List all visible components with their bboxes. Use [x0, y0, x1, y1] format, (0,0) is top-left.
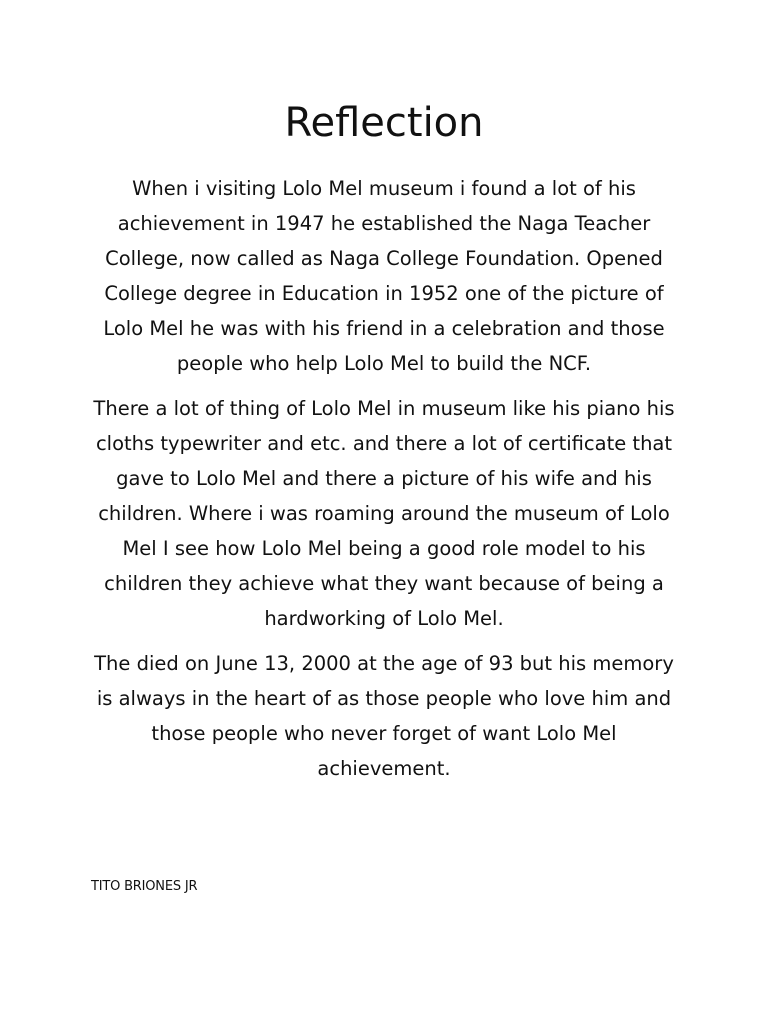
- document-title: Reflection: [284, 100, 484, 146]
- author-name: TITO BRIONES JR: [91, 879, 198, 894]
- paragraph-2: There a lot of thing of Lolo Mel in museum like his piano his cloths typewriter and etc. and there a lot of certificate that gave to Lolo Mel and there a picture of his wife and his children. Where i was roaming around the museum of Lolo Mel I see how Lolo Mel being a good role model to his children they achieve what they want because of being a hardworking of Lolo Mel.: [93, 397, 675, 630]
- paragraph-3: The died on June 13, 2000 at the age of 93 but his memory is always in the heart of as those people who love him and those people who never forget of want Lolo Mel achievement.: [94, 652, 674, 780]
- document-body: [84, 171, 684, 796]
- paragraph-1: When i visiting Lolo Mel museum i found a lot of his achievement in 1947 he established the Naga Teacher College, now called as Naga College Foundation. Opened College degree in Education in 1952 one of the picture of Lolo Mel he was with his friend in a celebration and those people who help Lolo Mel to build the NCF.: [103, 177, 665, 375]
